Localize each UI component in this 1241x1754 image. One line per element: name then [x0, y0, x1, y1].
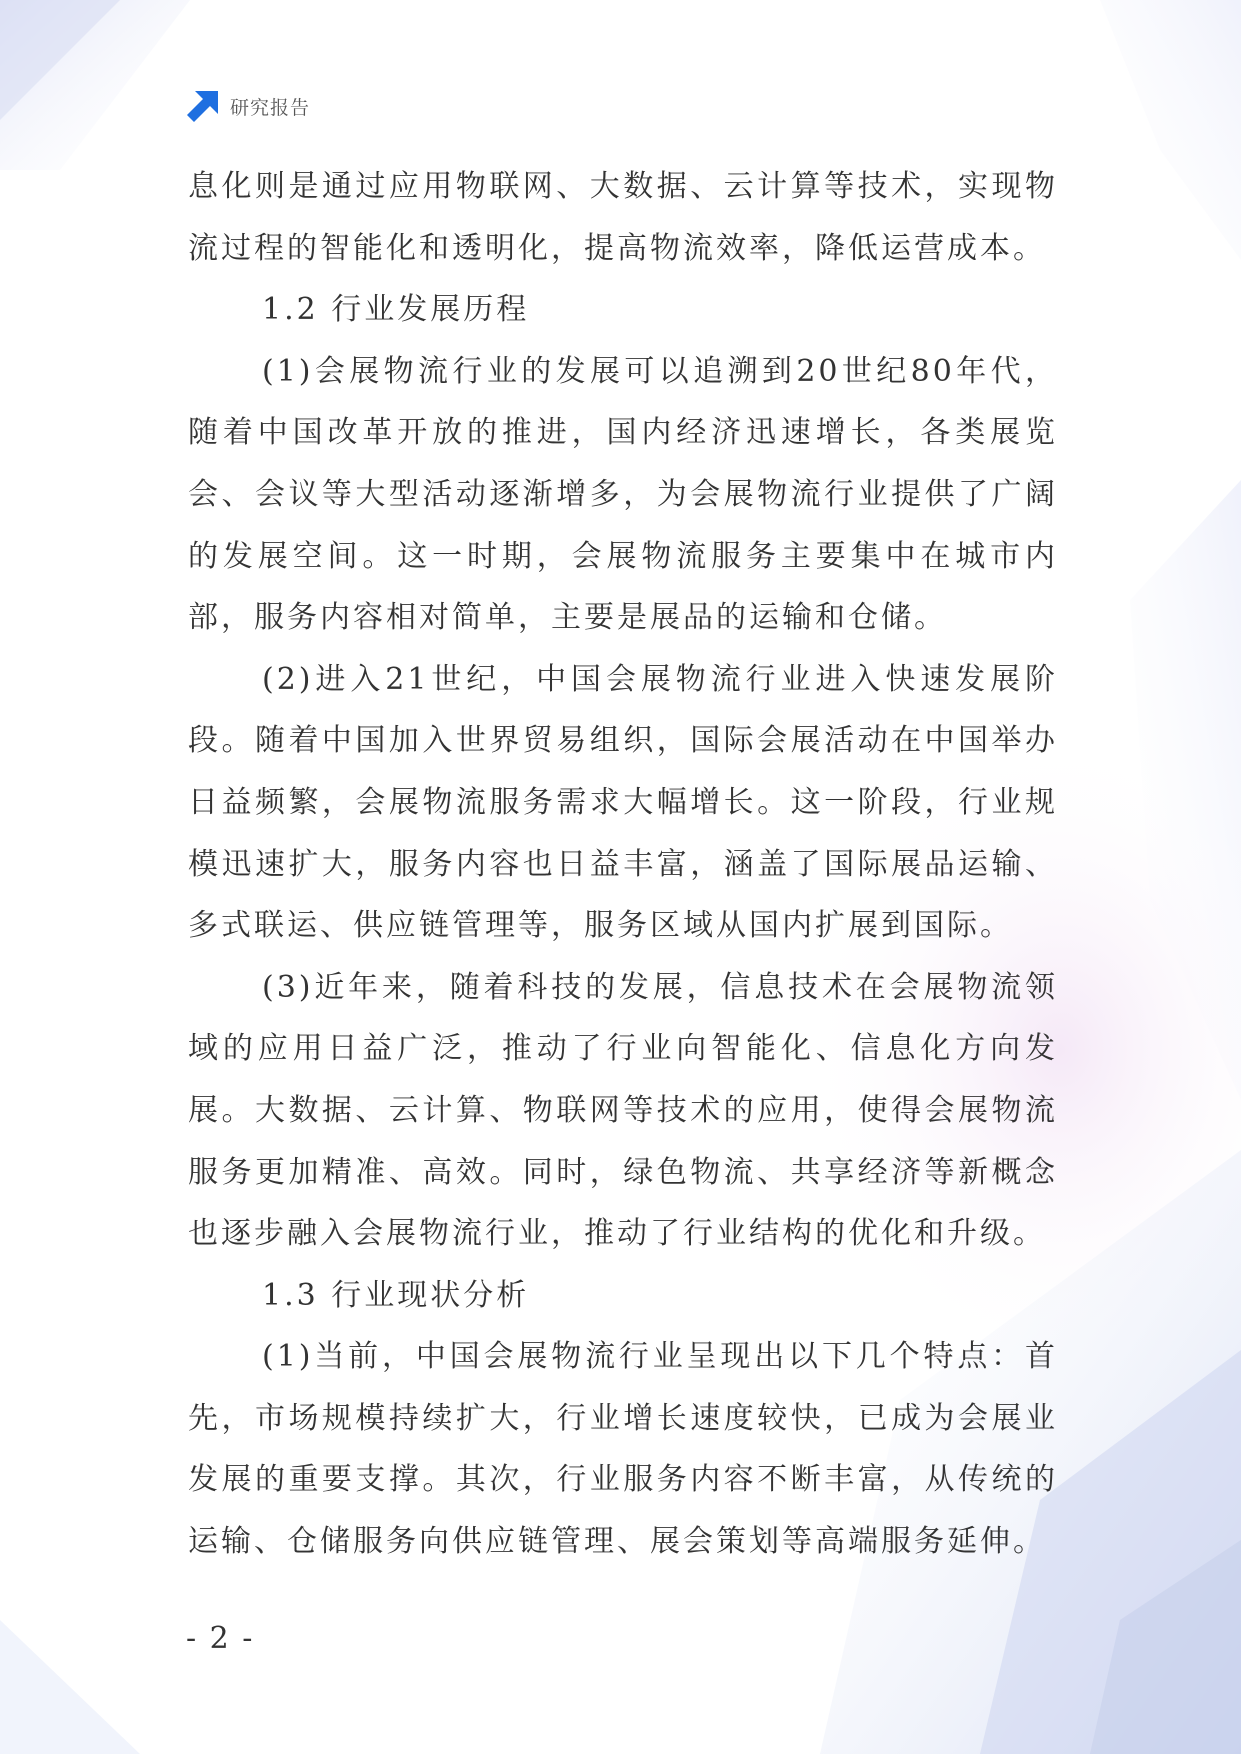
section-heading: 1.3 行业现状分析 — [262, 1277, 530, 1313]
page-number: - 2 - — [186, 1621, 255, 1656]
report-header — [186, 88, 310, 124]
document-body — [188, 156, 1058, 1573]
paragraph: 息化则是通过应用物联网、大数据、云计算等技术，实现物流过程的智能化和透明化，提高物流效率，降低运营成本。 — [188, 169, 1058, 266]
paragraph: (3)近年来，随着科技的发展，信息技术在会展物流领域的应用日益广泛，推动了行业向智能化、信息化方向发展。大数据、云计算、物联网等技术的应用，使得会展物流服务更加精准、高效。同时，绿色物流、共享经济等新概念也逐步融入会展物流行业，推动了行业结构的优化和升级。 — [188, 969, 1058, 1252]
paragraph: (1)会展物流行业的发展可以追溯到20世纪80年代，随着中国改革开放的推进，国内经济迅速增长，各类展览会、会议等大型活动逐渐增多，为会展物流行业提供了广阔的发展空间。这一时期，会展物流服务主要集中在城市内部，服务内容相对简单，主要是展品的运输和仓储。 — [188, 353, 1058, 636]
header-title: 研究报告 — [230, 96, 311, 119]
section-heading: 1.2 行业发展历程 — [262, 292, 530, 328]
paragraph: (1)当前，中国会展物流行业呈现出以下几个特点：首先，市场规模持续扩大，行业增长速度较快，已成为会展业发展的重要支撑。其次，行业服务内容不断丰富，从传统的运输、仓储服务向供应链管理、展会策划等高端服务延伸。 — [188, 1339, 1058, 1560]
paragraph: (2)进入21世纪，中国会展物流行业进入快速发展阶段。随着中国加入世界贸易组织，国际会展活动在中国举办日益频繁，会展物流服务需求大幅增长。这一阶段，行业规模迅速扩大，服务内容也日益丰富，涵盖了国际展品运输、多式联运、供应链管理等，服务区域从国内扩展到国际。 — [188, 661, 1058, 944]
arrow-up-right-icon — [186, 89, 220, 123]
